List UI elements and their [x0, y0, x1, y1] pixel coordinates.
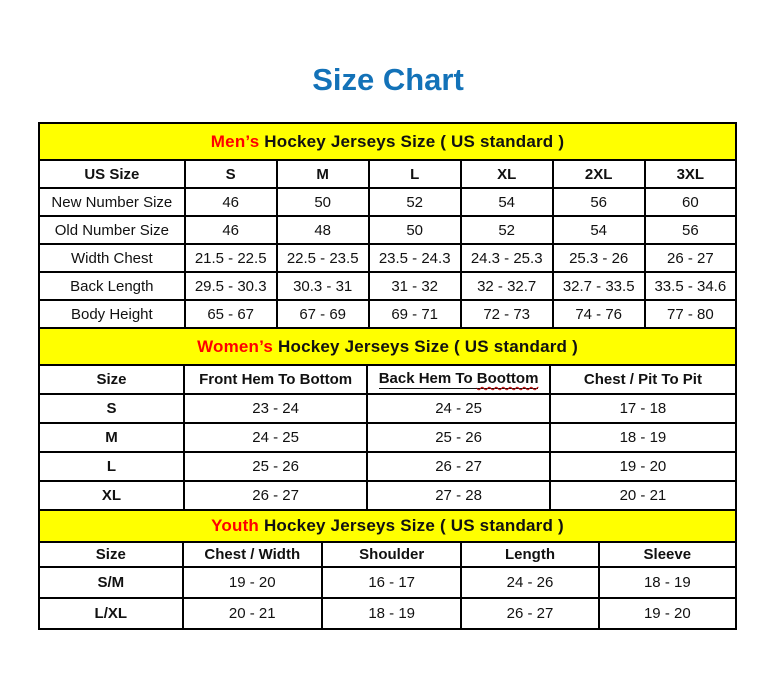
womens-table-row [39, 481, 736, 510]
mens-value-cell: 33.5 - 34.6 [645, 272, 736, 300]
womens-table-row [39, 394, 736, 423]
mens-banner [39, 123, 736, 160]
womens-column-header: Size [39, 365, 184, 394]
youth-column-header: Length [461, 542, 598, 567]
womens-value-cell: 25 - 26 [184, 452, 367, 481]
mens-value-cell: 50 [369, 216, 461, 244]
womens-value-cell: 23 - 24 [184, 394, 367, 423]
womens-column-header: Chest / Pit To Pit [550, 365, 736, 394]
mens-table-row [39, 300, 736, 328]
youth-size-table [38, 509, 737, 630]
mens-value-cell: 54 [461, 188, 553, 216]
mens-value-cell: 46 [185, 188, 277, 216]
mens-value-cell: 32 - 32.7 [461, 272, 553, 300]
mens-value-cell: 74 - 76 [553, 300, 645, 328]
mens-column-header: S [185, 160, 277, 188]
womens-value-cell: 26 - 27 [184, 481, 367, 510]
womens-value-cell: 18 - 19 [550, 423, 736, 452]
mens-value-cell: 24.3 - 25.3 [461, 244, 553, 272]
womens-size-table [38, 327, 737, 511]
womens-banner-highlight: Women’s [197, 336, 274, 356]
youth-value-cell: 18 - 19 [599, 567, 736, 598]
youth-value-cell: 18 - 19 [322, 598, 461, 629]
womens-banner [39, 328, 736, 365]
mens-value-cell: 46 [185, 216, 277, 244]
mens-value-cell: 31 - 32 [369, 272, 461, 300]
mens-column-header: US Size [39, 160, 185, 188]
youth-value-cell: 19 - 20 [183, 567, 322, 598]
womens-value-cell: 27 - 28 [367, 481, 550, 510]
youth-banner [39, 510, 736, 542]
womens-row-label: S [39, 394, 184, 423]
mens-row-label: Width Chest [39, 244, 185, 272]
womens-banner-rest: Hockey Jerseys Size ( US standard ) [273, 336, 578, 356]
mens-value-cell: 22.5 - 23.5 [277, 244, 369, 272]
youth-value-cell: 20 - 21 [183, 598, 322, 629]
mens-table-row [39, 188, 736, 216]
youth-row-label: S/M [39, 567, 183, 598]
mens-value-cell: 32.7 - 33.5 [553, 272, 645, 300]
womens-value-cell: 17 - 18 [550, 394, 736, 423]
womens-value-cell: 19 - 20 [550, 452, 736, 481]
mens-row-label: Body Height [39, 300, 185, 328]
womens-row-label: XL [39, 481, 184, 510]
mens-table-row [39, 272, 736, 300]
youth-value-cell: 26 - 27 [461, 598, 598, 629]
mens-value-cell: 54 [553, 216, 645, 244]
womens-table-row [39, 423, 736, 452]
mens-value-cell: 25.3 - 26 [553, 244, 645, 272]
mens-column-header: XL [461, 160, 553, 188]
mens-column-header: 2XL [553, 160, 645, 188]
mens-table-row [39, 244, 736, 272]
mens-value-cell: 56 [645, 216, 736, 244]
youth-column-header: Shoulder [322, 542, 461, 567]
mens-value-cell: 26 - 27 [645, 244, 736, 272]
header-text-prefix: Back Hem To [378, 370, 477, 387]
mens-row-label: Back Length [39, 272, 185, 300]
misspelled-word: Boottom [476, 370, 539, 387]
mens-header-row [39, 160, 736, 188]
mens-value-cell: 60 [645, 188, 736, 216]
mens-value-cell: 29.5 - 30.3 [185, 272, 277, 300]
womens-value-cell: 25 - 26 [367, 423, 550, 452]
mens-banner-highlight: Men’s [210, 131, 260, 151]
youth-value-cell: 24 - 26 [461, 567, 598, 598]
youth-banner-rest: Hockey Jerseys Size ( US standard ) [259, 516, 564, 535]
womens-row-label: M [39, 423, 184, 452]
mens-value-cell: 52 [461, 216, 553, 244]
mens-value-cell: 52 [369, 188, 461, 216]
mens-value-cell: 65 - 67 [185, 300, 277, 328]
mens-value-cell: 21.5 - 22.5 [185, 244, 277, 272]
mens-value-cell: 23.5 - 24.3 [369, 244, 461, 272]
youth-banner-highlight: Youth [211, 516, 260, 535]
youth-value-cell: 19 - 20 [599, 598, 736, 629]
mens-row-label: Old Number Size [39, 216, 185, 244]
mens-value-cell: 50 [277, 188, 369, 216]
youth-row-label: L/XL [39, 598, 183, 629]
youth-column-header: Size [39, 542, 183, 567]
womens-value-cell: 26 - 27 [367, 452, 550, 481]
womens-value-cell: 24 - 25 [184, 423, 367, 452]
mens-value-cell: 48 [277, 216, 369, 244]
womens-header-row [39, 365, 736, 394]
womens-column-header [367, 365, 550, 394]
womens-value-cell: 24 - 25 [367, 394, 550, 423]
womens-row-label: L [39, 452, 184, 481]
youth-column-header: Chest / Width [183, 542, 322, 567]
mens-size-table [38, 122, 737, 329]
womens-value-cell: 20 - 21 [550, 481, 736, 510]
mens-value-cell: 72 - 73 [461, 300, 553, 328]
youth-value-cell: 16 - 17 [322, 567, 461, 598]
size-tables-container [38, 122, 737, 630]
mens-banner-rest: Hockey Jerseys Size ( US standard ) [259, 131, 565, 151]
mens-value-cell: 69 - 71 [369, 300, 461, 328]
youth-header-row [39, 542, 736, 567]
mens-value-cell: 30.3 - 31 [277, 272, 369, 300]
mens-table-row [39, 216, 736, 244]
youth-banner-row [39, 510, 736, 542]
youth-table-row [39, 567, 736, 598]
youth-column-header: Sleeve [599, 542, 736, 567]
mens-value-cell: 56 [553, 188, 645, 216]
mens-value-cell: 77 - 80 [645, 300, 736, 328]
mens-column-header: L [369, 160, 461, 188]
mens-row-label: New Number Size [39, 188, 185, 216]
womens-column-header: Front Hem To Bottom [184, 365, 367, 394]
womens-table-row [39, 452, 736, 481]
womens-banner-row [39, 328, 736, 365]
mens-column-header: 3XL [645, 160, 736, 188]
mens-value-cell: 67 - 69 [277, 300, 369, 328]
page-title: Size Chart [312, 62, 464, 97]
mens-banner-row [39, 123, 736, 160]
youth-table-row [39, 598, 736, 629]
mens-column-header: M [277, 160, 369, 188]
underlined-header-text [379, 370, 539, 389]
